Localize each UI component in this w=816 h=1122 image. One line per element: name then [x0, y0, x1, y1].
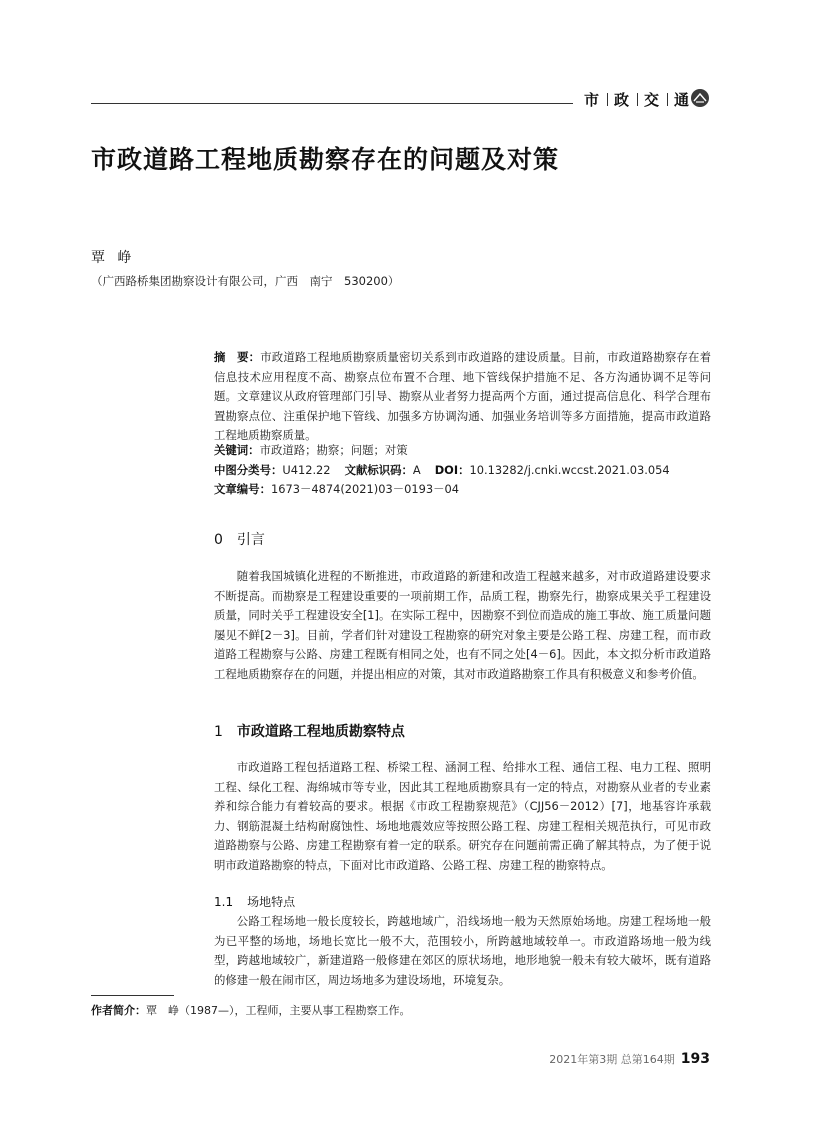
keywords-line [214, 441, 711, 461]
clc-label: 中图分类号： [214, 462, 283, 477]
abstract [214, 348, 711, 446]
paragraph: 公路工程场地一般长度较长，跨越地域广，沿线场地一般为天然原始场地。房建工程场地一般为已平整的场地，场地长宽比一般不大，范围较小，所跨越地域较单一。市政道路场地一般为线型，跨越地域较广，新建道路一般修建在郊区的原状场地，地形地貌一般未有较大破坏，既有道路的修建一般在闹市区，周边场地多为建设场地，环境复杂。 [214, 914, 711, 987]
abstract-label: 摘 要： [214, 350, 261, 364]
clc-value: U412.22 [282, 462, 331, 477]
doc-code-value: A [412, 462, 421, 477]
article-metadata [214, 441, 711, 500]
doc-code-label: 文献标识码： [344, 462, 413, 477]
author-name: 覃 峥 [91, 250, 136, 266]
section-tag-char: 市 [584, 91, 602, 109]
section-tag-divider [607, 93, 608, 106]
section-number: 0 [214, 532, 223, 548]
footnote-label: 作者简介： [91, 1004, 146, 1017]
journal-logo-icon [690, 88, 710, 108]
paragraph: 随着我国城镇化进程的不断推进，市政道路的新建和改造工程越来越多，对市政道路建设要求不断提高。而勘察是工程建设重要的一项前期工作，品质工程，勘察先行，勘察成果关乎工程建设质量，同时关乎工程建设安全[1]。在实际工程中，因勘察不到位而造成的施工事故、施工质量问题屡见不鲜[2－3]。目前，学者们针对建设工程勘察的研究对象主要是公路工程、房建工程，而市政道路工程勘察与公路、房建工程既有相同之处，也有不同之处[4－6]。因此，本文拟分析市政道路工程地质勘察存在的问题，并提出相应的对策，其对市政道路勘察工作具有积极意义和参考价值。 [214, 569, 711, 681]
author-affiliation: （广西路桥集团勘察设计有限公司，广西 南宁 530200） [91, 274, 400, 288]
subsection-number: 1.1 [214, 895, 234, 909]
page-folio [549, 1051, 710, 1067]
keywords-text: 市政道路；勘察；问题；对策 [259, 443, 408, 457]
section-title: 引言 [236, 532, 265, 548]
doi-label: DOI： [434, 462, 470, 477]
keywords-label: 关键词： [214, 443, 260, 457]
header-rule [91, 103, 573, 104]
article-number-label: 文章编号： [214, 482, 271, 496]
section-tag-char: 交 [644, 91, 662, 109]
article-number-value: 1673－4874(2021)03－0193－04 [270, 482, 459, 496]
paragraph: 市政道路工程包括道路工程、桥梁工程、涵洞工程、给排水工程、通信工程、电力工程、照明工程、绿化工程、海绵城市等专业，因此其工程地质勘察具有一定的特点，对勘察从业者的专业素养和综合能力有着较高的要求。根据《市政工程勘察规范》（CJJ56－2012）[7]，地基容许承载力、钢筋混凝土结构耐腐蚀性、场地地震效应等按照公路工程、房建工程相关规范执行，可见市政道路勘察与公路、房建工程勘察有着一定的联系。研究存在问题前需正确了解其特点，为了便于说明市政道路勘察的特点，下面对比市政道路、公路工程、房建工程的勘察特点。 [214, 760, 711, 872]
section-1-body [214, 758, 711, 876]
footnote-rule [91, 995, 174, 996]
section-tag-char: 通 [674, 91, 692, 109]
page-number: 193 [680, 1051, 710, 1067]
subsection-1-1-body [214, 912, 711, 990]
classification-line [214, 461, 711, 481]
article-number-line [214, 480, 711, 500]
subsection-title: 场地特点 [247, 895, 296, 909]
section-tag [584, 89, 691, 110]
article-title: 市政道路工程地质勘察存在的问题及对策 [91, 145, 560, 174]
issue-info: 2021年第3期 总第164期 [549, 1053, 675, 1066]
section-title: 市政道路工程地质勘察特点 [236, 724, 405, 740]
section-heading-intro [214, 529, 265, 549]
doi-value: 10.13282/j.cnki.wccst.2021.03.054 [469, 462, 670, 477]
footnote-text: 覃 峥（1987—），工程师，主要从事工程勘察工作。 [146, 1004, 411, 1017]
author-bio-footnote [91, 1002, 411, 1018]
section-number: 1 [214, 724, 223, 740]
section-tag-char: 政 [614, 91, 632, 109]
section-tag-divider [637, 93, 638, 106]
subsection-heading-1-1 [214, 893, 295, 910]
section-tag-divider [667, 93, 668, 106]
abstract-text: 市政道路工程地质勘察质量密切关系到市政道路的建设质量。目前，市政道路勘察存在着信息技术应用程度不高、勘察点位布置不合理、地下管线保护措施不足、各方沟通协调不足等问题。文章建议从政府管理部门引导、勘察从业者努力提高两个方面，通过提高信息化、科学合理布置勘察点位、注重保护地下管线、加强多方协调沟通、加强业务培训等多方面措施，提高市政道路工程地质勘察质量。 [214, 350, 711, 442]
section-heading-1 [214, 721, 405, 741]
intro-body [214, 567, 711, 685]
